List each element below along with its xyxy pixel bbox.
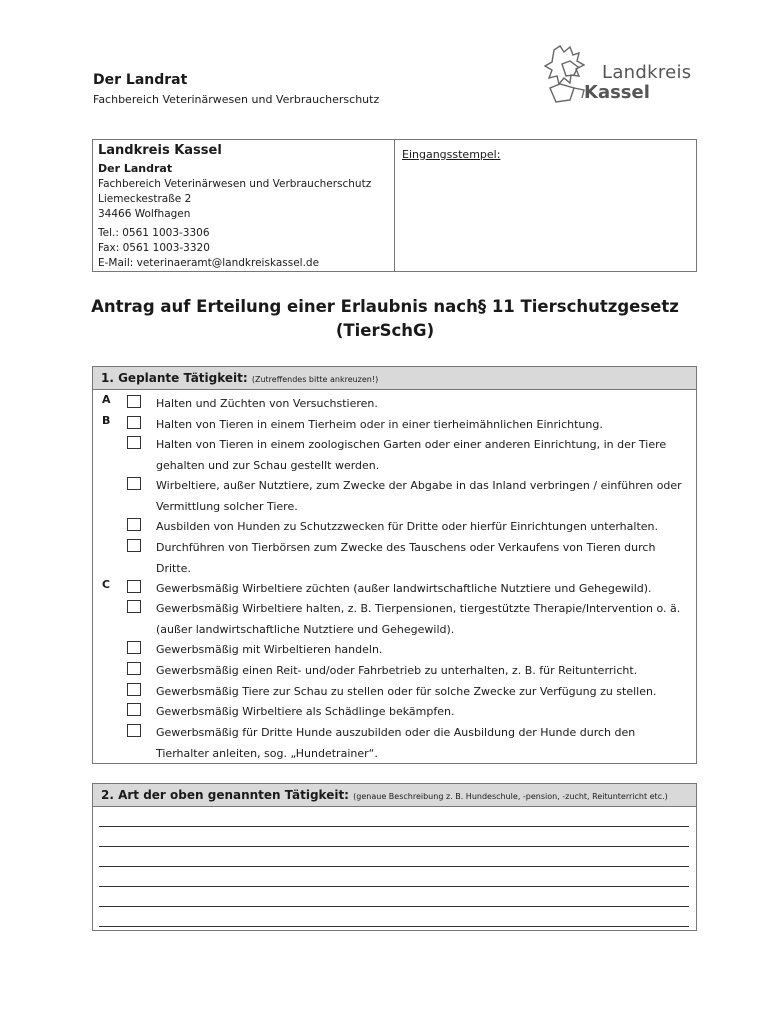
activity-text: Gewerbsmäßig für Dritte Hunde auszubilden oder die Ausbildung der Hunde durch den Tierhalter anleiten, sog. „Hundetrainer“.: [156, 726, 636, 760]
section-2-title: 2. Art der oben genannten Tätigkeit:: [101, 788, 349, 802]
activity-letter: B: [102, 414, 111, 427]
activity-text: Wirbeltiere, außer Nutztiere, zum Zwecke der Abgabe in das Inland verbringen / einführen oder Vermittlung solcher Tiere.: [156, 479, 682, 513]
activity-checkbox[interactable]: [127, 416, 141, 429]
logo-text-landkreis: Landkreis: [602, 62, 692, 83]
activity-checkbox[interactable]: [127, 395, 141, 408]
landkreis-logo: [544, 42, 704, 108]
address-street: Liemeckestraße 2: [98, 193, 192, 205]
form-title-abbrev: (TierSchG): [335, 321, 435, 340]
activity-checkbox[interactable]: [127, 518, 141, 531]
activity-checkbox[interactable]: [127, 436, 141, 449]
activity-text: Halten von Tieren in einem Tierheim oder in einer tierheimähnlichen Einrichtung.: [156, 418, 603, 431]
activity-text: Gewerbsmäßig Wirbeltiere als Schädlinge bekämpfen.: [156, 705, 455, 718]
activity-text: Halten und Züchten von Versuchstieren.: [156, 397, 378, 410]
activity-checkbox[interactable]: [127, 703, 141, 716]
address-fax: Fax: 0561 1003-3320: [98, 242, 210, 254]
description-line-2[interactable]: [99, 846, 689, 847]
activity-checkbox[interactable]: [127, 539, 141, 552]
stamp-label: Eingangsstempel:: [402, 148, 501, 161]
form-title: Antrag auf Erteilung einer Erlaubnis nach§ 11 Tierschutzgesetz: [91, 297, 679, 316]
activity-checkbox[interactable]: [127, 683, 141, 696]
address-sub: Der Landrat: [98, 162, 173, 175]
section-2-note: (genaue Beschreibung z. B. Hundeschule, -pension, -zucht, Reitunterricht etc.): [353, 792, 668, 801]
address-box: [92, 139, 697, 272]
activity-checkbox[interactable]: [127, 662, 141, 675]
activity-checkbox[interactable]: [127, 641, 141, 654]
activity-text: Gewerbsmäßig Wirbeltiere halten, z. B. Tierpensionen, tiergestützte Therapie/Intervention o. ä. (außer landwirtschaftliche Nutztiere und Gehegewild).: [156, 602, 681, 636]
activity-text: Ausbilden von Hunden zu Schutzzwecken für Dritte oder hierfür Einrichtungen unterhalten.: [156, 520, 658, 533]
section-activity-description: [92, 783, 697, 931]
description-line-6[interactable]: [99, 926, 689, 927]
description-line-5[interactable]: [99, 906, 689, 907]
address-tel: Tel.: 0561 1003-3306: [98, 227, 210, 239]
section-1-title: 1. Geplante Tätigkeit:: [101, 371, 248, 385]
header-department: Fachbereich Veterinärwesen und Verbraucherschutz: [93, 93, 380, 106]
address-block: [98, 142, 394, 271]
section-2-heading: [93, 784, 696, 807]
address-divider: [394, 140, 395, 271]
activity-text: Durchführen von Tierbörsen zum Zwecke des Tauschens oder Verkaufens von Tieren durch Dritte.: [156, 541, 656, 575]
activity-text: Gewerbsmäßig einen Reit- und/oder Fahrbetrieb zu unterhalten, z. B. für Reitunterricht.: [156, 664, 638, 677]
address-name: Landkreis Kassel: [98, 143, 222, 158]
activity-text: Gewerbsmäßig Wirbeltiere züchten (außer landwirtschaftliche Nutztiere und Gehegewild).: [156, 582, 652, 595]
activity-checkbox[interactable]: [127, 580, 141, 593]
section-1-heading: [93, 367, 696, 390]
description-line-3[interactable]: [99, 866, 689, 867]
activity-text: Gewerbsmäßig Tiere zur Schau zu stellen oder für solche Zwecke zur Verfügung zu stellen.: [156, 685, 657, 698]
activity-checkbox[interactable]: [127, 600, 141, 613]
address-city: 34466 Wolfhagen: [98, 208, 191, 220]
activity-letter: C: [102, 578, 111, 591]
activity-letter: A: [102, 393, 111, 406]
header-org: Der Landrat: [93, 72, 188, 88]
logo-text-kassel: Kassel: [584, 82, 650, 103]
section-planned-activity: [92, 366, 697, 764]
address-dept: Fachbereich Veterinärwesen und Verbraucherschutz: [98, 178, 372, 190]
description-line-4[interactable]: [99, 886, 689, 887]
address-email: E-Mail: veterinaeramt@landkreiskassel.de: [98, 257, 320, 269]
activity-checkbox[interactable]: [127, 477, 141, 490]
activity-text: Gewerbsmäßig mit Wirbeltieren handeln.: [156, 643, 383, 656]
activity-checkbox[interactable]: [127, 724, 141, 737]
section-1-note: (Zutreffendes bitte ankreuzen!): [251, 375, 379, 384]
activity-text: Halten von Tieren in einem zoologischen Garten oder einer anderen Einrichtung, in der Tiere gehalten und zur Schau gestellt werden.: [156, 438, 667, 472]
description-line-1[interactable]: [99, 826, 689, 827]
